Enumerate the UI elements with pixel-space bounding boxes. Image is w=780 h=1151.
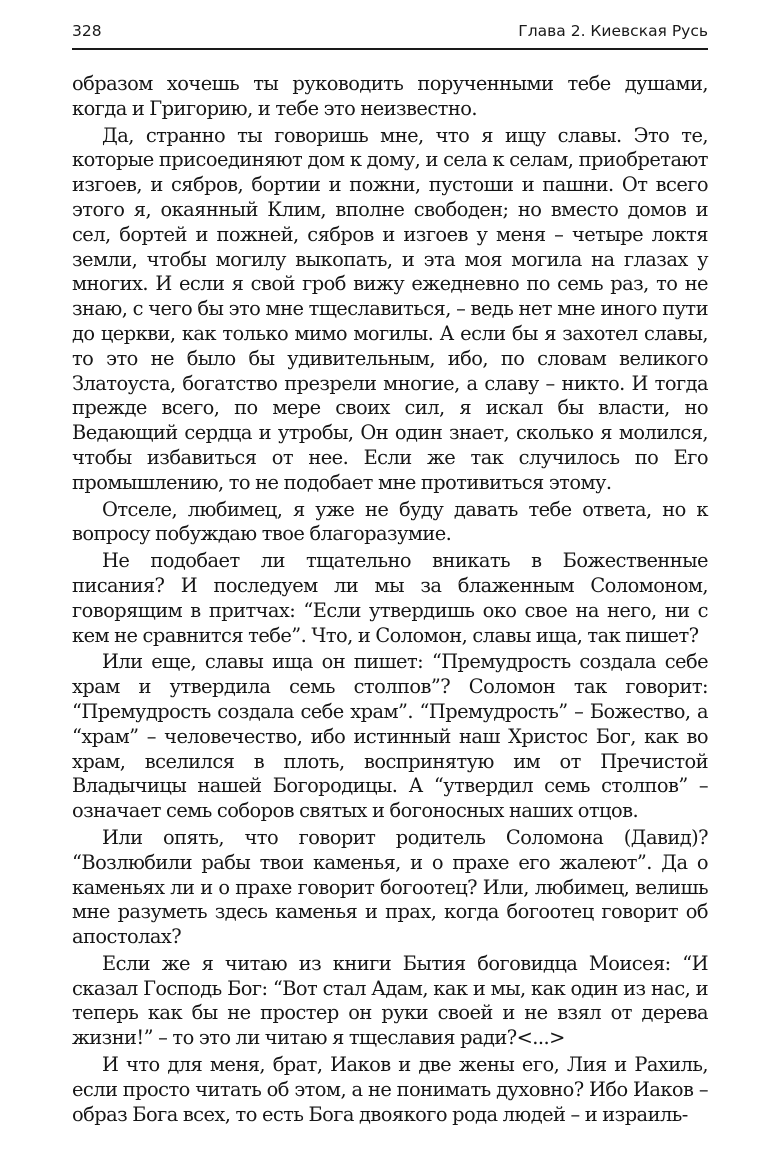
paragraph-6: Или опять, что говорит родитель Соломона (Давид)? “Возлюбили рабы твои каменья, и о прахе его жалеют”. Да о каменьях ли и о прахе говорит богоотец? Или, любимец, велишь мне разуметь здесь каменья и прах, когда богоотец говорит об апостолах? bbox=[72, 825, 708, 949]
paragraph-7: Если же я читаю из книги Бытия боговидца Моисея: “И сказал Господь Бог: “Вот стал Адам, как и мы, как один из нас, и теперь как бы не простер он руки своей и не взял от дерева жизни!” – то это ли читаю я тщеславия ради?<...> bbox=[72, 951, 708, 1050]
paragraph-3: Отселе, любимец, я уже не буду давать тебе ответа, но к вопросу побуждаю твое благоразумие. bbox=[72, 497, 708, 546]
chapter-title: Глава 2. Киевская Русь bbox=[518, 22, 708, 40]
running-head bbox=[72, 22, 708, 48]
page-number: 328 bbox=[72, 22, 102, 40]
header-divider bbox=[72, 48, 708, 50]
paragraph-2: Да, странно ты говоришь мне, что я ищу славы. Это те, которые присоединяют дом к дому, и села к селам, приобретают изгоев, и сябров, бортии и пожни, пустоши и пашни. От всего этого я, окаянный Клим, вполне свободен; но вместо домов и сел, бортей и пожней, сябров и изгоев у меня – четыре локтя земли, чтобы могилу выкопать, и эта моя могила на глазах у многих. И если я свой гроб вижу ежедневно по семь раз, то не знаю, с чего бы это мне тщеславиться, – ведь нет мне иного пути до церкви, как только мимо могилы. А если бы я захотел славы, то это не было бы удивительным, ибо, по словам великого Златоуста, богатство презрели многие, а славу – никто. И тогда прежде всего, по мере своих сил, я искал бы власти, но Ведающий сердца и утробы, Он один знает, сколько я молился, чтобы избавиться от нее. Если же так случилось по Его промышлению, то не подобает мне противиться этому. bbox=[72, 123, 708, 494]
paragraph-1: образом хочешь ты руководить порученными тебе душами, когда и Григорию, и тебе это неизвестно. bbox=[72, 72, 708, 120]
paragraph-5: Или еще, славы ища он пишет: “Премудрость создала себе храм и утвердила семь столпов”? Соломон так говорит: “Премудрость создала себе храм”. “Премудрость” – Божество, а “храм” – человечество, ибо истинный наш Христос Бог, как во храм, вселился в плоть, воспринятую им от Пречистой Владычицы нашей Богородицы. А “утвердил семь столпов” – означает семь соборов святых и богоносных наших отцов. bbox=[72, 650, 708, 823]
paragraph-4: Не подобает ли тщательно вникать в Божественные писания? И последуем ли мы за блаженным Соломоном, говорящим в притчах: “Если утвердишь око свое на него, ни с кем не сравнится тебе”. Что, и Соломон, славы ища, так пишет? bbox=[72, 549, 708, 647]
body-text bbox=[72, 72, 708, 1127]
paragraph-8: И что для меня, брат, Иаков и две жены его, Лия и Рахиль, если просто читать об этом, а не понимать духовно? Ибо Иаков – образ Бога всех, то есть Бога двоякого рода людей – и израиль- bbox=[72, 1053, 708, 1126]
